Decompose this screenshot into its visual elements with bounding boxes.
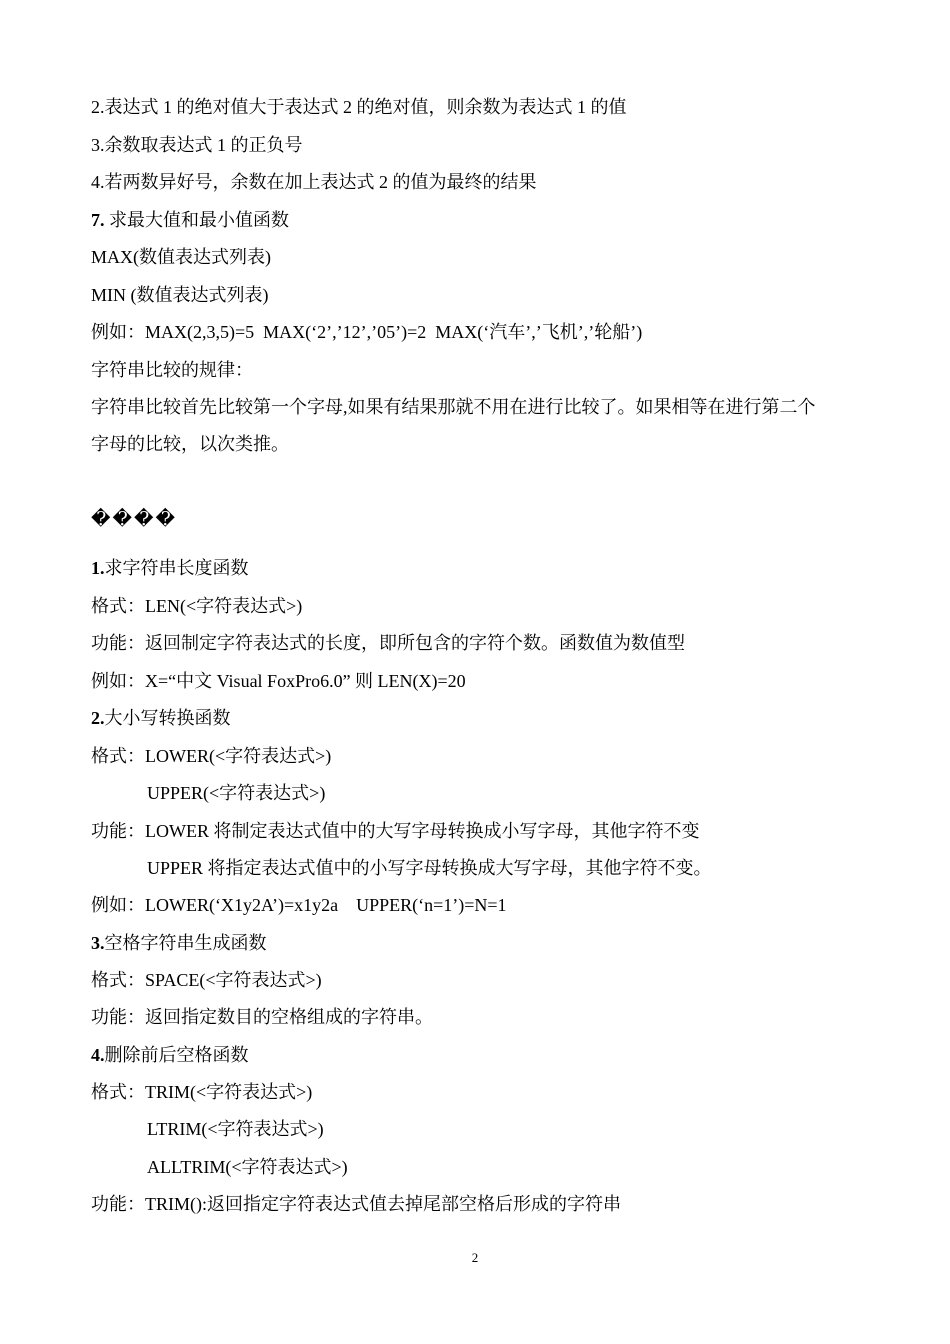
heading-text: 求字符串长度函数: [104, 558, 249, 578]
heading-number: 4.: [91, 1045, 105, 1065]
heading-text: 求最大值和最小值函数: [104, 210, 289, 230]
section-heading-trim: [91, 1043, 249, 1067]
paragraph-line: MIN (数值表达式列表): [91, 285, 269, 305]
heading-number: 3.: [91, 933, 105, 953]
heading-number: 2.: [91, 708, 105, 728]
paragraph-line: ALLTRIM(<字符表达式>): [147, 1157, 348, 1177]
paragraph-line: 格式：LOWER(<字符表达式>): [91, 746, 332, 766]
heading-number: 7.: [91, 210, 105, 230]
heading-text: 删除前后空格函数: [104, 1045, 249, 1065]
section-heading-garbled: ����: [91, 509, 177, 530]
paragraph-line: 例如：X=“中文 Visual FoxPro6.0” 则 LEN(X)=20: [91, 671, 466, 691]
paragraph-line: 格式：SPACE(<字符表达式>): [91, 970, 322, 990]
paragraph-line: 字母的比较，以次类推。: [91, 434, 289, 454]
paragraph-line: 例如：LOWER(‘X1y2A’)=x1y2a UPPER(‘n=1’)=N=1: [91, 895, 507, 915]
paragraph-line: MAX(数值表达式列表): [91, 247, 271, 267]
paragraph-line: 功能：返回指定数目的空格组成的字符串。: [91, 1007, 433, 1027]
heading-number: 1.: [91, 558, 105, 578]
paragraph-line: 功能：TRIM():返回指定字符表达式值去掉尾部空格后形成的字符串: [91, 1194, 621, 1214]
heading-text: 大小写转换函数: [104, 708, 231, 728]
paragraph-line: 4.若两数异好号，余数在加上表达式 2 的值为最终的结果: [91, 172, 537, 192]
paragraph-line: 例如：MAX(2,3,5)=5 MAX(‘2’,’12’,’05’)=2 MAX(‘汽车’,’飞机’,’轮船’): [91, 322, 643, 342]
paragraph-line: 格式：TRIM(<字符表达式>): [91, 1082, 313, 1102]
section-heading-case: [91, 706, 231, 730]
page-number: 2: [471, 1250, 479, 1265]
paragraph-line: 功能：返回制定字符表达式的长度，即所包含的字符个数。函数值为数值型: [91, 633, 685, 653]
paragraph-line: UPPER 将指定表达式值中的小写字母转换成大写字母，其他字符不变。: [147, 858, 712, 878]
paragraph-line: LTRIM(<字符表达式>): [147, 1119, 324, 1139]
section-heading-len: [91, 556, 249, 580]
section-heading-space: [91, 931, 267, 955]
heading-text: 空格字符串生成函数: [104, 933, 267, 953]
paragraph-line: 3.余数取表达式 1 的正负号: [91, 135, 303, 155]
paragraph-line: 字符串比较首先比较第一个字母,如果有结果那就不用在进行比较了。如果相等在进行第二个: [91, 397, 816, 417]
paragraph-line: 2.表达式 1 的绝对值大于表达式 2 的绝对值，则余数为表达式 1 的值: [91, 97, 627, 117]
section-heading-max-min: [91, 208, 289, 232]
paragraph-line: UPPER(<字符表达式>): [147, 783, 326, 803]
paragraph-line: 功能：LOWER 将制定表达式值中的大写字母转换成小写字母，其他字符不变: [91, 821, 700, 841]
paragraph-line: 字符串比较的规律：: [91, 360, 253, 380]
paragraph-line: 格式：LEN(<字符表达式>): [91, 596, 303, 616]
